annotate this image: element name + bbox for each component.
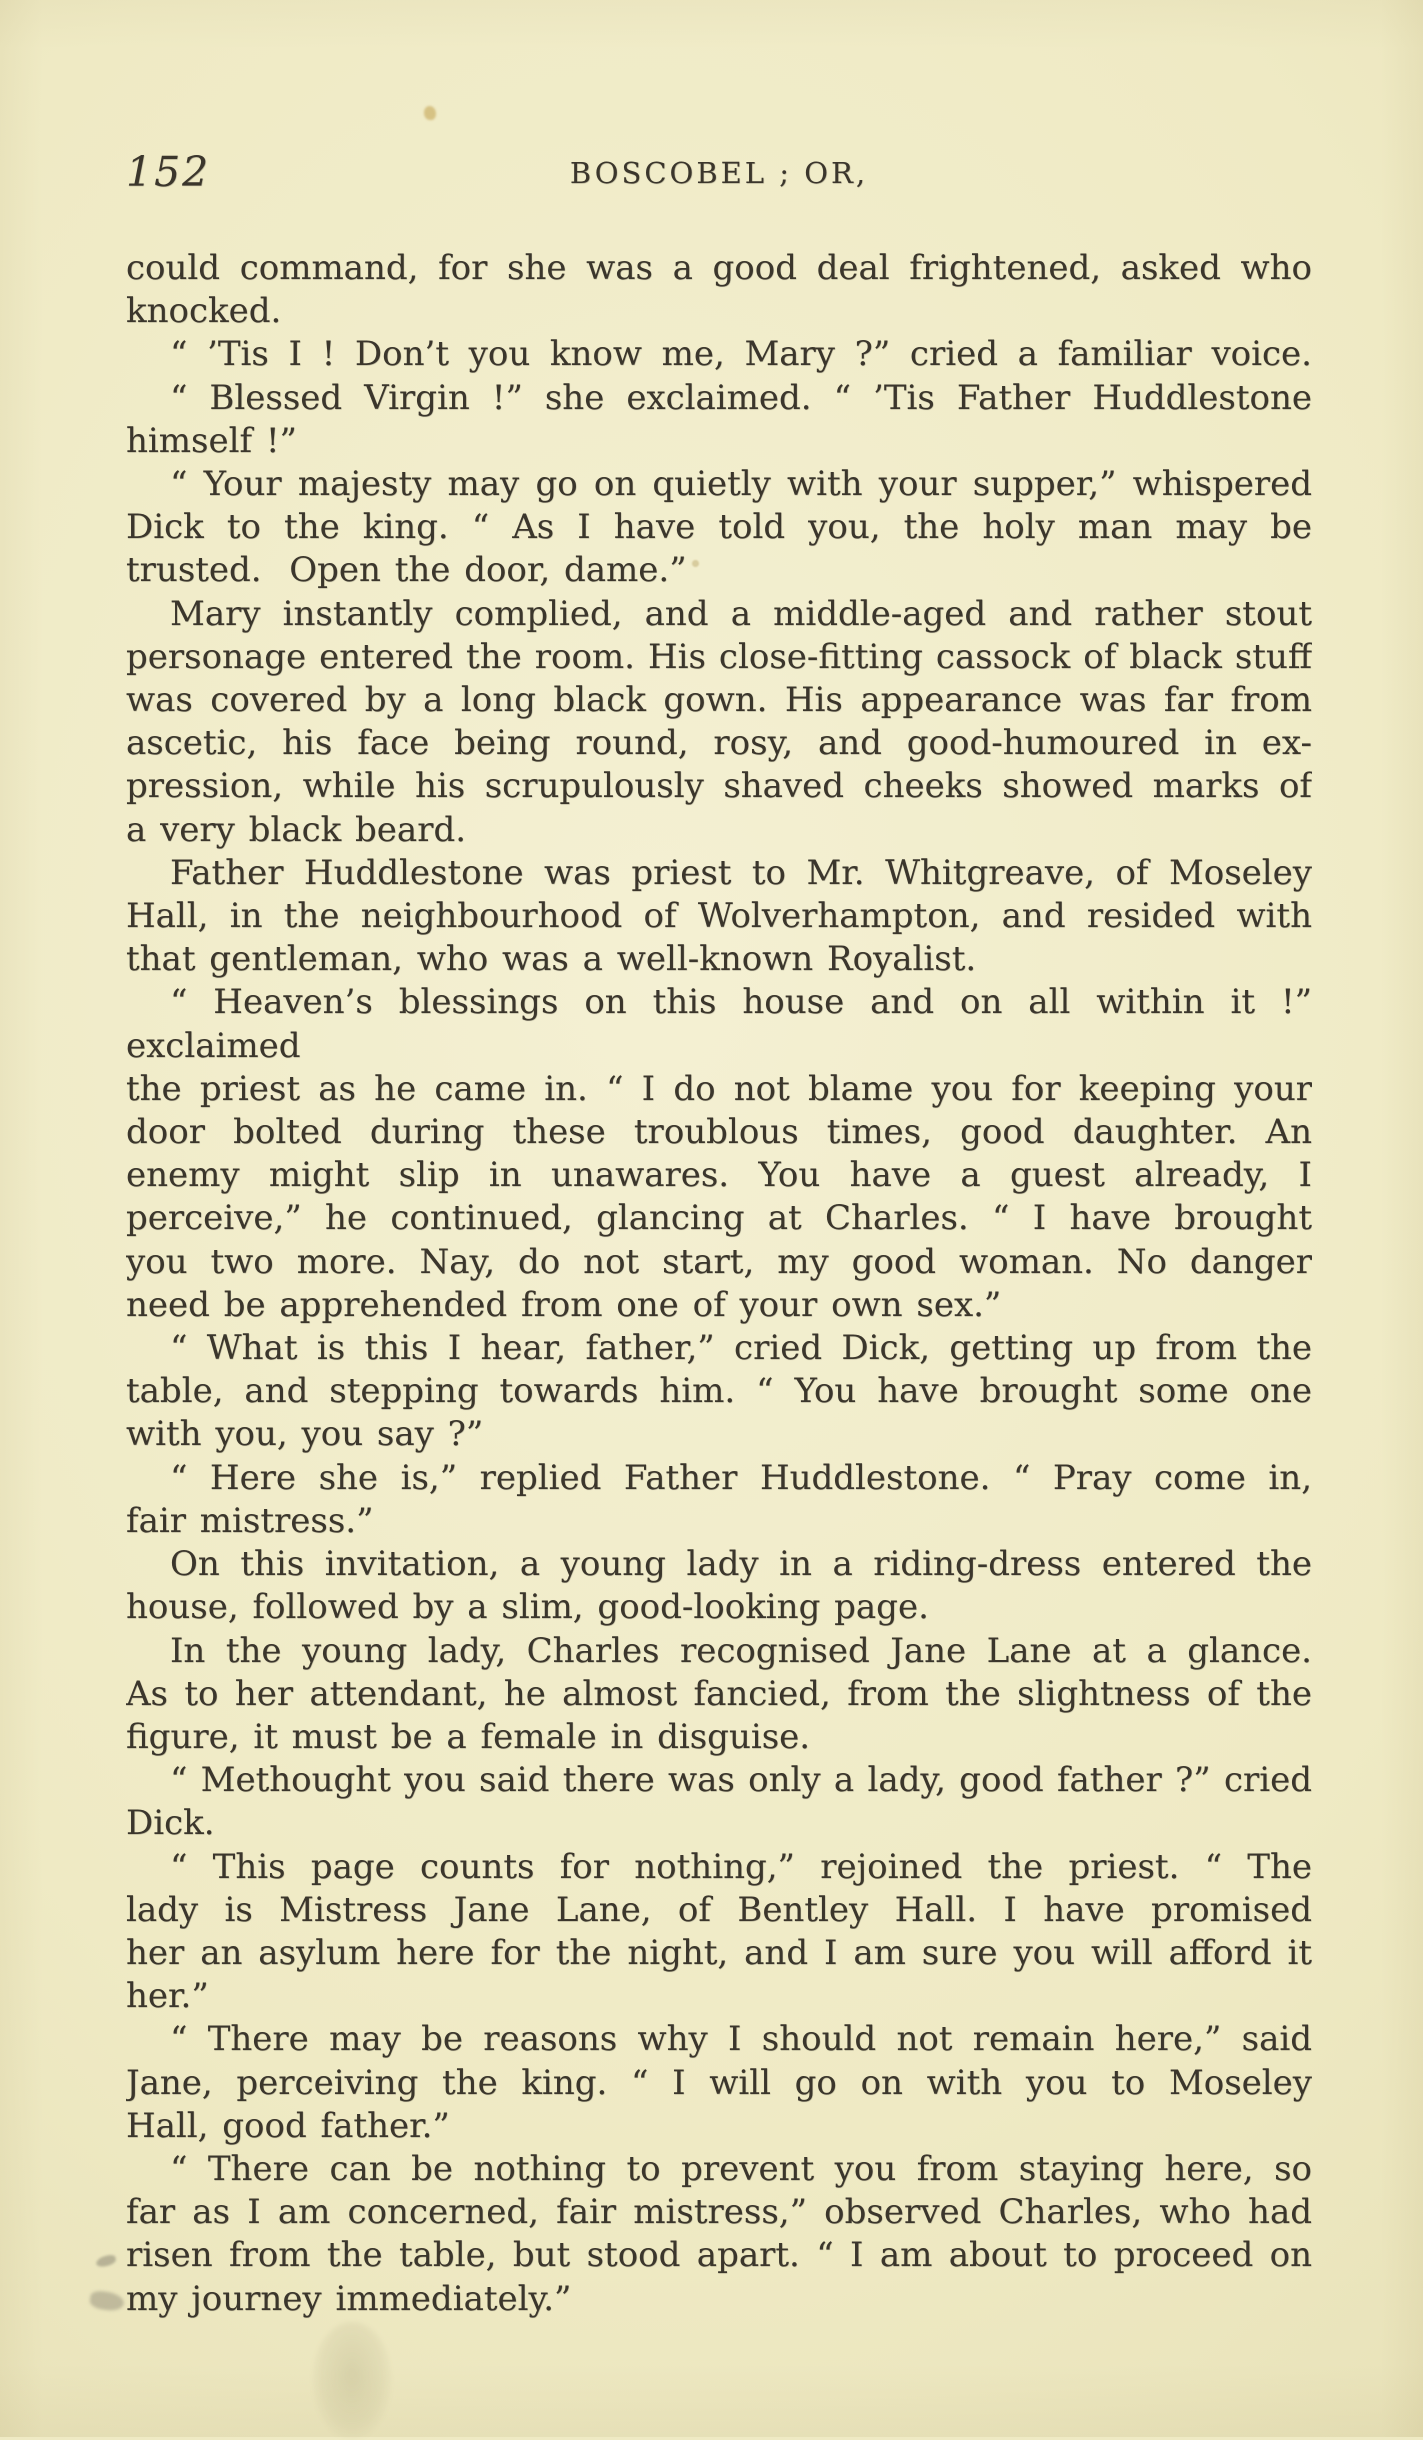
text-line: “ Heaven’s blessings on this house and on all within it !” exclaimed [126, 982, 1312, 1066]
page-header [126, 148, 1312, 200]
text-line: risen from the table, but stood apart. “ I am about to proceed on [126, 2235, 1312, 2276]
text-line: table, and stepping towards him. “ You have brought some one [126, 1371, 1312, 1412]
text-line: As to her attendant, he almost fancied, from the slightness of the [126, 1673, 1312, 1714]
text-line: Dick to the king. “ As I have told you, the holy man may be [126, 507, 1312, 548]
paragraph [126, 333, 1312, 376]
text-line: “ This page counts for nothing,” rejoined the priest. “ The [170, 1846, 1312, 1887]
text-line: Dick. [126, 1803, 215, 1844]
paragraph [126, 593, 1312, 852]
text-line: “ Here she is,” replied Father Huddlestone. “ Pray come in, [170, 1457, 1312, 1498]
text-line: “ Blessed Virgin !” she exclaimed. “ ’Tis Father Huddlestone [170, 377, 1312, 418]
text-line: trusted. Open the door, dame.” [126, 550, 687, 591]
margin-pencil-mark [89, 2290, 125, 2313]
text-line: perceive,” he continued, glancing at Charles. “ I have brought [126, 1198, 1312, 1239]
text-line: Hall, in the neighbourhood of Wolverhampton, and resided with [126, 896, 1312, 937]
paragraph [126, 981, 1312, 1327]
paragraph [126, 377, 1312, 463]
text-line: Mary instantly complied, and a middle-aged and rather stout [170, 593, 1312, 634]
text-line: was covered by a long black gown. His appearance was far from [126, 680, 1312, 721]
text-line: could command, for she was a good deal frightened, asked who [126, 248, 1312, 288]
paragraph [126, 1846, 1312, 2019]
text-line: Jane, perceiving the king. “ I will go on with you to Moseley [126, 2062, 1312, 2103]
text-line: personage entered the room. His close-fitting cassock of black stuff [126, 636, 1312, 677]
paragraph [126, 463, 1312, 593]
text-line: “ Methought you said there was only a lady, good father ?” cried [170, 1760, 1312, 1801]
page-number: 152 [126, 148, 211, 196]
text-line: that gentleman, who was a well-known Royalist. [126, 939, 977, 980]
text-line: a very black beard. [126, 809, 467, 850]
text-line: her.” [126, 1976, 209, 2017]
text-line: figure, it must be a female in disguise. [126, 1716, 811, 1757]
running-head: BOSCOBEL ; OR, [569, 156, 869, 190]
paragraph [126, 1457, 1312, 1543]
text-line: the priest as he came in. “ I do not blame you for keeping your [126, 1068, 1312, 1109]
text-line: fair mistress.” [126, 1500, 374, 1541]
text-line: ascetic, his face being round, rosy, and good-humoured in ex- [126, 723, 1312, 764]
text-line: “ There can be nothing to prevent you from staying here, so [170, 2148, 1312, 2189]
text-line: Father Huddlestone was priest to Mr. Whitgreave, of Moseley [170, 852, 1312, 893]
text-line: Hall, good father.” [126, 2105, 450, 2146]
paragraph [126, 2148, 1312, 2321]
text-line: with you, you say ?” [126, 1414, 484, 1455]
text-line: himself !” [126, 420, 297, 461]
text-line: lady is Mistress Jane Lane, of Bentley Hall. I have promised [126, 1889, 1312, 1930]
text-line: “ There may be reasons why I should not remain here,” said [170, 2019, 1312, 2060]
paragraph [126, 852, 1312, 982]
page-body-text [126, 247, 1312, 2321]
paragraph [126, 2018, 1312, 2148]
text-line: need be apprehended from one of your own sex.” [126, 1284, 1002, 1325]
text-line: “ What is this I hear, father,” cried Dick, getting up from the [170, 1328, 1312, 1369]
text-line: pression, while his scrupulously shaved cheeks showed marks of [126, 766, 1312, 807]
paragraph [126, 247, 1312, 333]
text-line: my journey immediately.” [126, 2278, 572, 2319]
text-line: you two more. Nay, do not start, my good woman. No danger [126, 1241, 1312, 1282]
paragraph [126, 1759, 1312, 1845]
text-line: far as I am concerned, fair mistress,” observed Charles, who had [126, 2192, 1312, 2233]
text-line: In the young lady, Charles recognised Jane Lane at a glance. [170, 1630, 1312, 1671]
text-line: enemy might slip in unawares. You have a guest already, I [126, 1155, 1312, 1196]
text-line: On this invitation, a young lady in a riding-dress entered the [170, 1544, 1312, 1585]
paragraph [126, 1327, 1312, 1457]
text-line: “ ’Tis I ! Don’t you know me, Mary ?” cried a familiar voice. [170, 334, 1312, 375]
text-line: door bolted during these troublous times, good daughter. An [126, 1112, 1312, 1153]
paragraph [126, 1630, 1312, 1760]
margin-pencil-mark [95, 2254, 117, 2269]
text-line: “ Your majesty may go on quietly with your supper,” whispered [170, 464, 1312, 505]
text-line: her an asylum here for the night, and I am sure you will afford it [126, 1932, 1312, 1973]
paper-stain [312, 2322, 392, 2440]
paragraph [126, 1543, 1312, 1629]
text-line: knocked. [126, 291, 282, 332]
paper-fleck [424, 106, 436, 120]
text-line: house, followed by a slim, good-looking page. [126, 1587, 929, 1628]
